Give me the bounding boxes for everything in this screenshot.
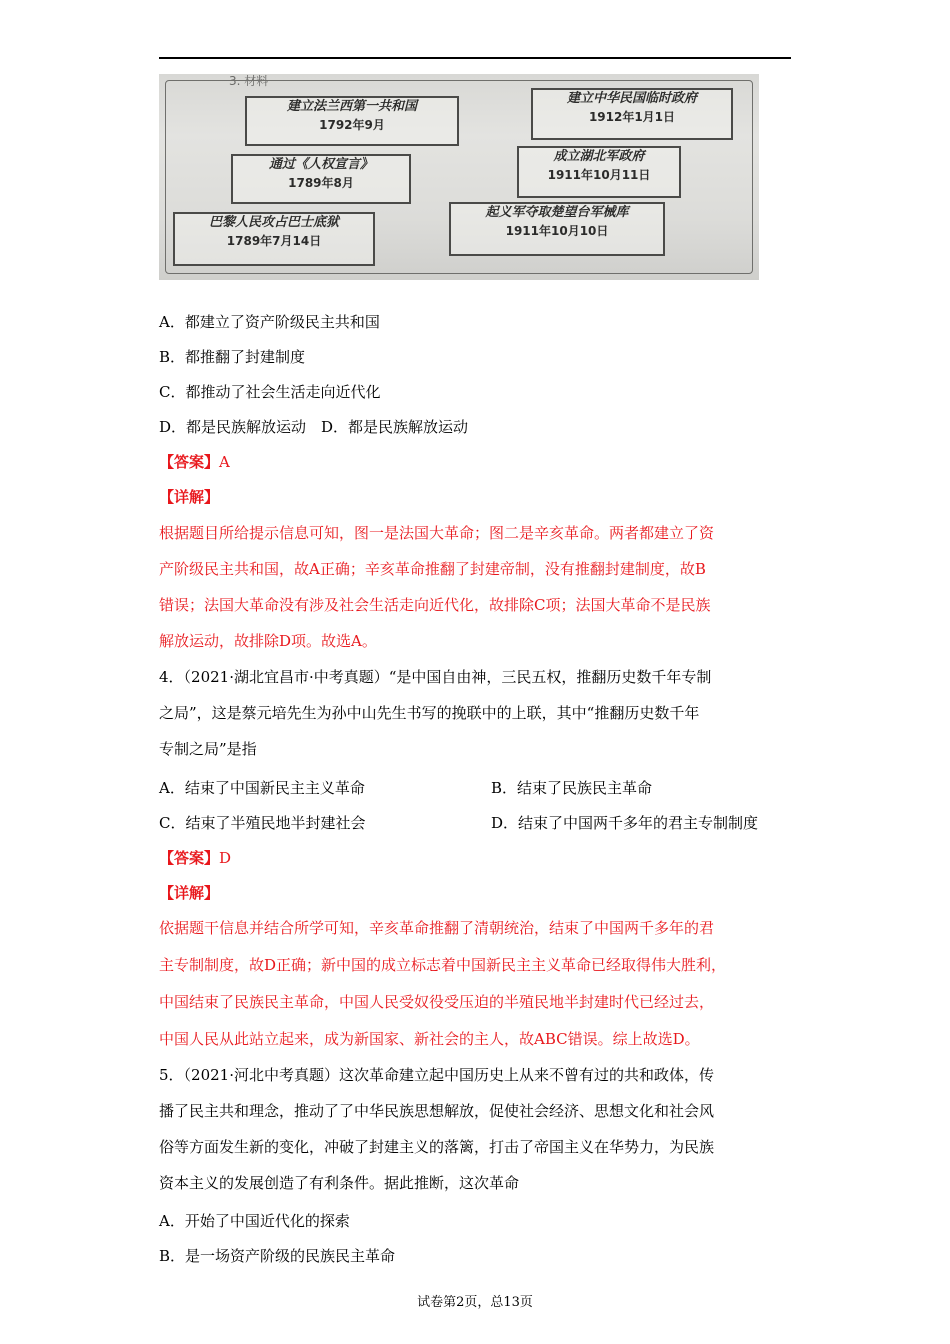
- answer-label: 【答案】: [159, 453, 220, 471]
- q4-detail-label: [159, 883, 219, 903]
- q4-stem-line: 之局”，这是蔡元培先生为孙中山先生书写的挽联中的上联，其中“推翻历史数千年: [159, 704, 700, 722]
- q4-option-a: A．结束了中国新民主主义革命: [159, 779, 365, 797]
- q3-detail-line: 根据题目所给提示信息可知，图一是法国大革命；图二是辛亥革命。两者都建立了资: [159, 524, 715, 542]
- q3-answer: [159, 452, 230, 472]
- q5-stem-line: 播了民主共和理念，推动了了中华民族思想解放，促使社会经济、思想文化和社会风: [159, 1102, 715, 1120]
- q3-detail-label: [159, 487, 219, 507]
- event-box: [245, 96, 459, 146]
- q4-stem-line: 4．（2021·湖北宜昌市·中考真题）“是中国自由神，三民五权，推翻历史数千年专制: [159, 668, 712, 686]
- q3-detail-line: 解放运动，故排除D项。故选A。: [159, 632, 377, 650]
- q4-option-d: D．结束了中国两千多年的君主专制制度: [491, 814, 759, 832]
- q4-stem-line: 专制之局”是指: [159, 740, 257, 758]
- q4-option-b: B．结束了民族民主革命: [491, 779, 653, 797]
- event-title: 建立法兰西第一共和国: [286, 99, 417, 114]
- q4-detail-line: 主专制制度，故D正确；新中国的成立标志着中国新民主主义革命已经取得伟大胜利，: [159, 956, 727, 974]
- q4-option-c: C．结束了半殖民地半封建社会: [159, 814, 366, 832]
- q5-stem-line: 俗等方面发生新的变化，冲破了封建主义的落篱，打击了帝国主义在华势力，为民族: [159, 1138, 715, 1156]
- event-title: 成立湖北军政府: [553, 149, 645, 164]
- event-box: [449, 202, 665, 256]
- event-title: 通过《人权宣言》: [268, 157, 373, 172]
- q3-option-b: B．都推翻了封建制度: [159, 348, 306, 366]
- detail-label: 【详解】: [159, 488, 220, 506]
- event-box: [517, 146, 681, 198]
- event-box: [173, 212, 375, 266]
- q4-detail-line: 依据题干信息并结合所学可知，辛亥革命推翻了清朝统治，结束了中国两千多年的君: [159, 919, 715, 937]
- q3-option-c: C．都推动了社会生活走向近代化: [159, 383, 381, 401]
- event-date: 1789年7月14日: [226, 234, 322, 248]
- q3-option-d: D．都是民族解放运动 D．都是民族解放运动: [159, 418, 469, 436]
- q3-detail-line: 产阶级民主共和国，故A正确；辛亥革命推翻了封建帝制，没有推翻封建制度，故B: [159, 560, 706, 578]
- q5-stem-line: 资本主义的发展创造了有利条件。据此推断，这次革命: [159, 1174, 520, 1192]
- event-date: 1911年10月10日: [505, 224, 609, 238]
- event-date: 1911年10月11日: [547, 168, 651, 182]
- event-date: 1792年9月: [319, 118, 385, 132]
- header-rule: [159, 57, 791, 59]
- page-footer: 试卷第2页，总13页: [417, 1295, 533, 1310]
- q4-answer: [159, 848, 231, 868]
- event-title: 巴黎人民攻占巴士底狱: [208, 215, 339, 230]
- answer-value: A: [219, 453, 230, 471]
- photo-top-fragment: 3. 材料: [229, 74, 269, 88]
- event-title: 建立中华民国临时政府: [566, 91, 697, 106]
- q5-option-b: B．是一场资产阶级的民族民主革命: [159, 1247, 396, 1265]
- timeline-photo: [159, 74, 759, 280]
- q5-stem-line: 5．（2021·河北中考真题）这次革命建立起中国历史上从来不曾有过的共和政体，传: [159, 1066, 714, 1084]
- q3-detail-line: 错误；法国大革命没有涉及社会生活走向近代化，故排除C项；法国大革命不是民族: [159, 596, 711, 614]
- event-title: 起义军夺取楚望台军械库: [485, 205, 629, 220]
- q4-detail-line: 中国结束了民族民主革命，中国人民受奴役受压迫的半殖民地半封建时代已经过去，: [159, 993, 715, 1011]
- q5-option-a: A．开始了中国近代化的探索: [159, 1212, 350, 1230]
- answer-value: D: [219, 849, 232, 867]
- q3-option-a: A．都建立了资产阶级民主共和国: [159, 313, 380, 331]
- answer-label: 【答案】: [159, 849, 220, 867]
- event-date: 1789年8月: [288, 176, 354, 190]
- event-date: 1912年1月1日: [588, 110, 676, 124]
- event-box: [231, 154, 411, 204]
- detail-label: 【详解】: [159, 884, 220, 902]
- q4-detail-line: 中国人民从此站立起来，成为新国家、新社会的主人，故ABC错误。综上故选D。: [159, 1030, 700, 1048]
- event-box: [531, 88, 733, 140]
